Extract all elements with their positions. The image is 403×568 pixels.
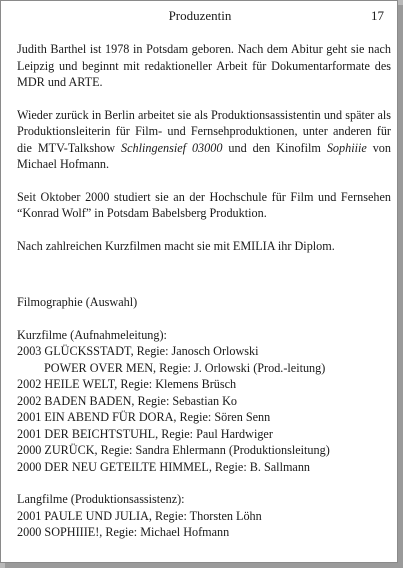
bio-paragraph-2 [17, 107, 391, 173]
bio-text: Wieder zurück in Berlin arbeitet sie als Produktionsassistentin und später als Produktionsleiterin für Film- und Fernsehproduktionen, unter anderen für die MTV-Talkshow [17, 107, 391, 155]
bio-text: und den Kinofilm [222, 140, 327, 155]
show-title: Schlingensief 03000 [121, 140, 223, 155]
bio-paragraph-4: Nach zahlreichen Kurzfilmen macht sie mit EMILIA ihr Diplom. [17, 238, 335, 253]
list-item: 2003 GLÜCKSSTADT, Regie: Janosch Orlowski [17, 344, 259, 358]
page-shadow-bottom [5, 563, 403, 568]
list-item: 2000 SOPHIIIE!, Regie: Michael Hofmann [17, 525, 230, 539]
bio-paragraph-3: Seit Oktober 2000 studiert sie an der Hochschule für Film und Fernsehen “Konrad Wolf” in Potsdam Babelsberg Produktion. [17, 189, 391, 220]
page-number: 17 [371, 8, 384, 23]
page-body [17, 41, 391, 541]
page-header [1, 8, 399, 28]
feature-films-heading: Langfilme (Produktionsassistenz): [17, 492, 185, 506]
short-films-heading: Kurzfilme (Aufnahmeleitung): [17, 327, 167, 342]
film-title: Sophiiie [326, 140, 367, 155]
page-shadow-right [398, 5, 403, 568]
list-item: 2002 HEILE WELT, Regie: Klemens Brüsch [17, 377, 237, 391]
bio-text: von Michael Hofmann. [17, 140, 391, 171]
list-item: POWER OVER MEN, Regie: J. Orlowski (Prod.-leitung) [44, 360, 326, 375]
bio-paragraph-1: Judith Barthel ist 1978 in Potsdam geboren. Nach dem Abitur geht sie nach Leipzig und beginnt mit redaktioneller Arbeit für Dokumentarformate des MDR und ARTE. [17, 42, 391, 89]
list-item: 2002 BADEN BADEN, Regie: Sebastian Ko [17, 393, 238, 408]
short-films-list [17, 343, 391, 475]
list-item: 2000 ZURÜCK, Regie: Sandra Ehlermann (Produktionsleitung) [17, 443, 330, 457]
filmography-heading: Filmographie (Auswahl) [17, 295, 138, 309]
list-item: 2001 PAULE UND JULIA, Regie: Thorsten Löhn [17, 508, 262, 523]
list-item: 2001 DER BEICHTSTUHL, Regie: Paul Hardwiger [17, 426, 273, 441]
running-title: Produzentin [168, 8, 232, 23]
list-item: 2001 EIN ABEND FÜR DORA, Regie: Sören Senn [17, 410, 271, 424]
list-item: 2000 DER NEU GETEILTE HIMMEL, Regie: B. Sallmann [17, 459, 311, 474]
feature-films-list [17, 508, 391, 541]
